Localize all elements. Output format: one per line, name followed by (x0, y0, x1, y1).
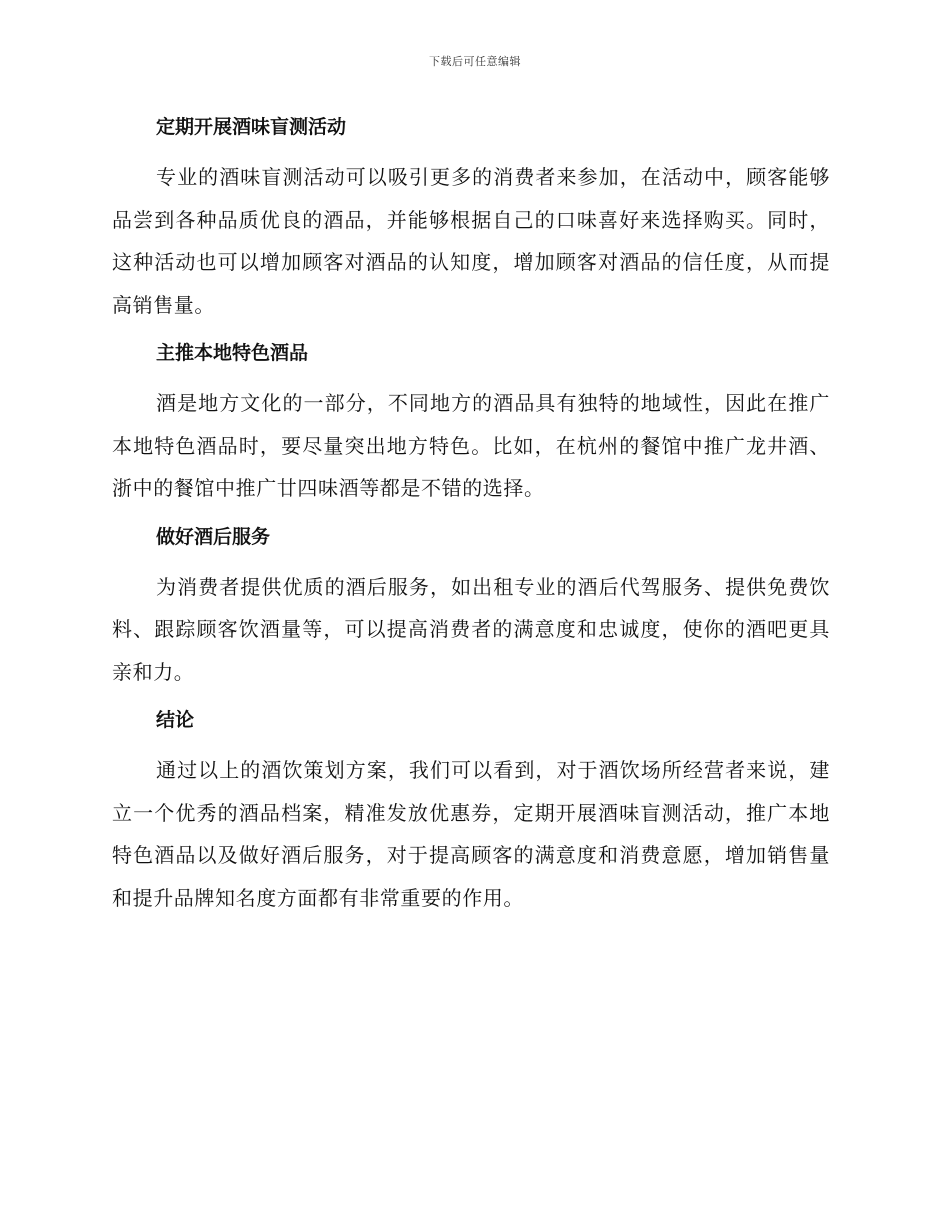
section-paragraph: 专业的酒味盲测活动可以吸引更多的消费者来参加，在活动中，顾客能够品尝到各种品质优良的酒品，并能够根据自己的口味喜好来选择购买。同时，这种活动也可以增加顾客对酒品的认知度，增加顾客对酒品的信任度，从而提高销售量。 (112, 165, 830, 317)
section-after-service (112, 522, 830, 694)
section-heading: 结论 (156, 709, 195, 731)
section-paragraph: 为消费者提供优质的酒后服务，如出租专业的酒后代驾服务、提供免费饮料、跟踪顾客饮酒量等，可以提高消费者的满意度和忠诚度，使你的酒吧更具亲和力。 (112, 574, 830, 684)
section-local-specialty (112, 338, 830, 510)
page-header: 下载后可任意编辑 (429, 55, 521, 68)
section-blind-tasting (112, 112, 830, 326)
section-paragraph: 通过以上的酒饮策划方案，我们可以看到，对于酒饮场所经营者来说，建立一个优秀的酒品档案，精准发放优惠券，定期开展酒味盲测活动，推广本地特色酒品以及做好酒后服务，对于提高顾客的满意度和消费意愿，增加销售量和提升品牌知名度方面都有非常重要的作用。 (112, 758, 830, 910)
section-conclusion (112, 705, 830, 919)
document-body (112, 112, 830, 931)
section-heading: 主推本地特色酒品 (156, 342, 309, 364)
section-paragraph: 酒是地方文化的一部分，不同地方的酒品具有独特的地域性，因此在推广本地特色酒品时，要尽量突出地方特色。比如，在杭州的餐馆中推广龙井酒、浙中的餐馆中推广廿四味酒等都是不错的选择。 (112, 391, 830, 500)
section-heading: 定期开展酒味盲测活动 (156, 116, 347, 138)
section-heading: 做好酒后服务 (156, 525, 271, 548)
